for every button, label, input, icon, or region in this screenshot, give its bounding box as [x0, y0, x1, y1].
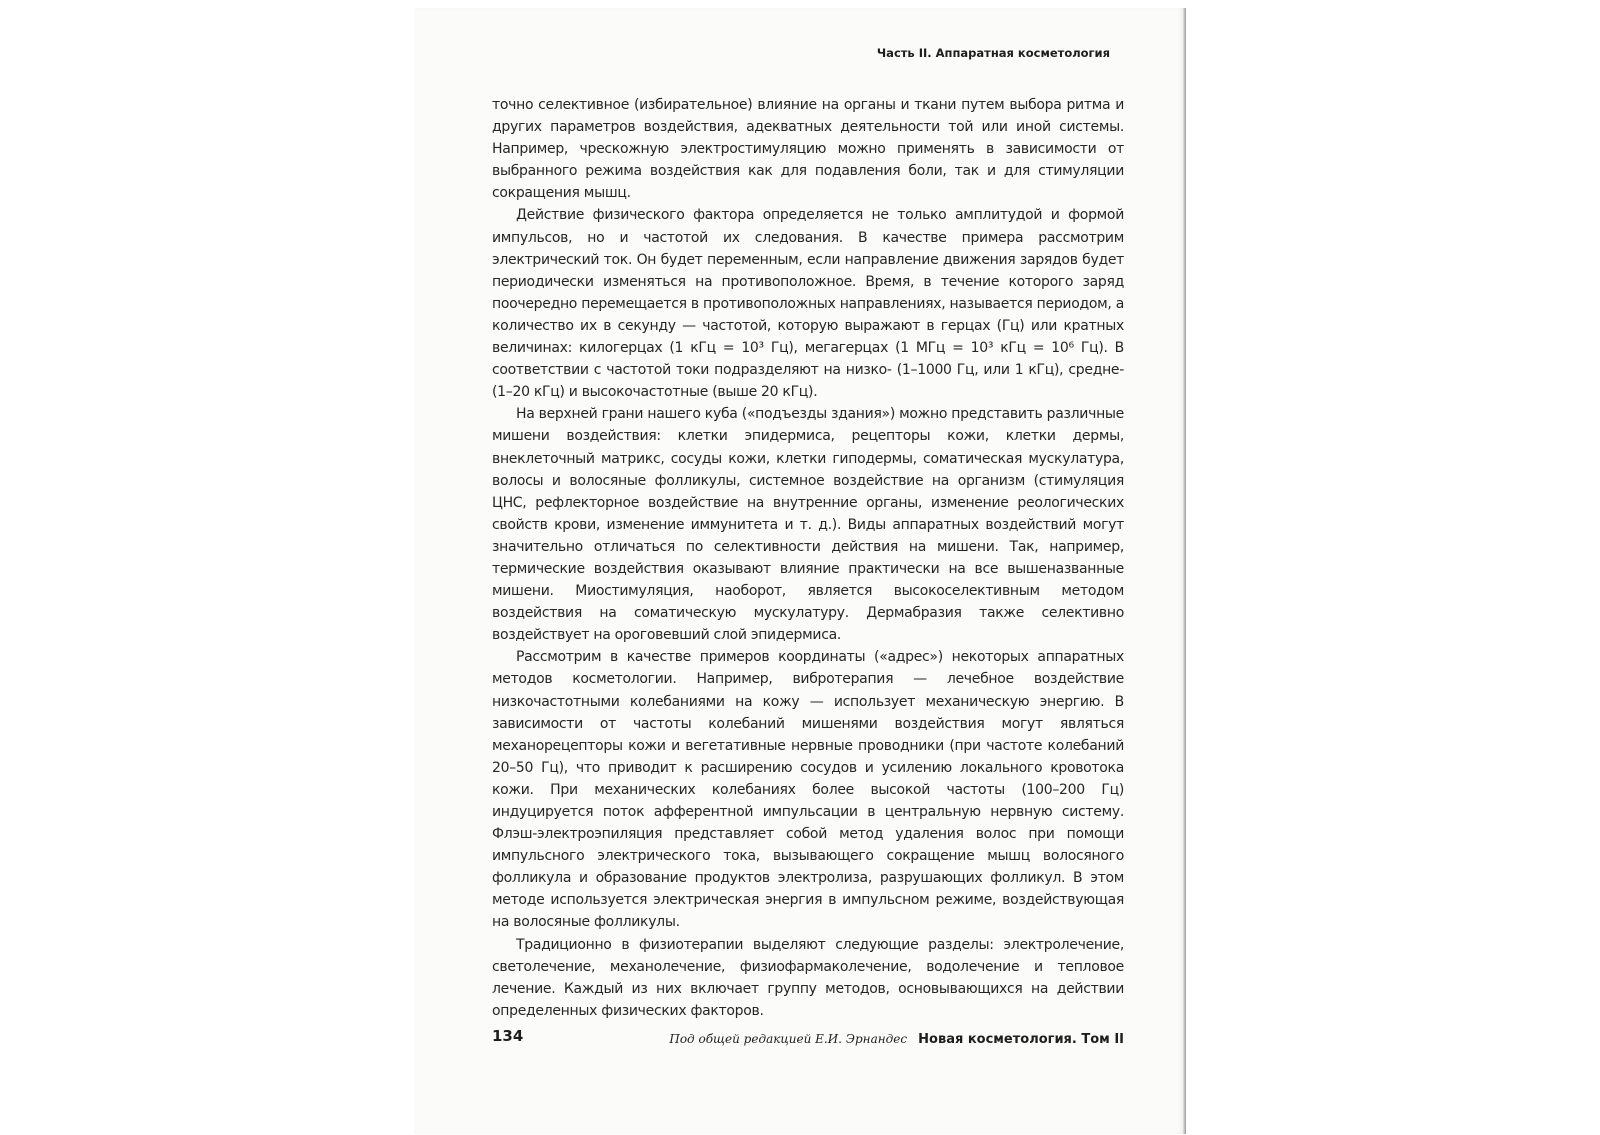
paragraph: Традиционно в физиотерапии выделяют следующие разделы: электролечение, светолечение, механолечение, физиофармаколечение, водолечение и тепловое лечение. Каждый из них включает группу методов, основывающихся на действии определенных физических факторов.	[492, 936, 1124, 1019]
footer-book-title: Новая косметология. Том II	[918, 1032, 1124, 1047]
paragraph: Действие физического фактора определяется не только амплитудой и формой импульсов, но и частотой их следования. В качестве примера рассмотрим электрический ток. Он будет переменным, если направление движения зарядов будет периодически изменяться на противоположное. Время, в течение которого заряд поочередно перемещается в противоположных направлениях, называется периодом, а количество их в секунду — частотой, которую выражают в герцах (Гц) или кратных величинах: килогерцах (1 кГц = 10³ Гц), мегагерцах (1 МГц = 10³ кГц = 10⁶ Гц). В соответствии с частотой токи подразделяют на низко- (1–1000 Гц, или 1 кГц), средне- (1–20 кГц) и высокочастотные (выше 20 кГц).	[492, 207, 1124, 401]
paragraph: Рассмотрим в качестве примеров координаты («адрес») некоторых аппаратных методов косметологии. Например, вибротерапия — лечебное воздействие низкочастотными колебаниями на кожу — использует механическую энергию. В зависимости от частоты колебаний мишенями воздействия могут являться механорецепторы кожи и вегетативные нервные проводники (при частоте колебаний 20–50 Гц), что приводит к расширению сосудов и усилению локального кровотока кожи. При механических колебаниях более высокой частоты (100–200 Гц) индуцируется поток афферентной импульсации в центральную нервную систему. Флэш-электроэпиляция представляет собой метод удаления волос при помощи импульсного электрического тока, вызывающего сокращение мышц волосяного фолликула и образование продуктов электролиза, разрушающих фолликул. В этом методе используется электрическая энергия в импульсном режиме, воздействующая на волосяные фолликулы.	[492, 649, 1124, 931]
footer-editor: Под общей редакцией Е.И. Эрнандес	[669, 1032, 908, 1046]
body-text	[492, 94, 1124, 1022]
page-spine-shadow	[1183, 8, 1186, 1134]
running-header: Часть II. Аппаратная косметология	[876, 46, 1110, 60]
page-footer	[492, 1027, 1124, 1051]
book-page	[414, 8, 1186, 1134]
footer-credits	[669, 1028, 1124, 1047]
page-number: 134	[492, 1027, 524, 1045]
paragraph: На верхней грани нашего куба («подъезды здания») можно представить различные мишени воздействия: клетки эпидермиса, рецепторы кожи, клетки дермы, внеклеточный матрикс, сосуды кожи, клетки гиподермы, соматическая мускулатура, волосы и волосяные фолликулы, системное воздействие на организм (стимуляция ЦНС, рефлекторное воздействие на внутренние органы, изменение реологических свойств крови, изменение иммунитета и т. д.). Виды аппаратных воздействий могут значительно отличаться по селективности действия на мишени. Так, например, термические воздействия оказывают влияние практически на все вышеназванные мишени. Миостимуляция, наоборот, является высокоселективным методом воздействия на соматическую мускулатуру. Дермабразия также селективно воздействует на ороговевший слой эпидермиса.	[492, 406, 1124, 644]
paragraph: точно селективное (избирательное) влияние на органы и ткани путем выбора ритма и других параметров воздействия, адекватных деятельности той или иной системы. Например, чрескожную электростимуляцию можно применять в зависимости от выбранного режима воздействия как для подавления боли, так и для стимуляции сокращения мышц.	[492, 97, 1124, 202]
